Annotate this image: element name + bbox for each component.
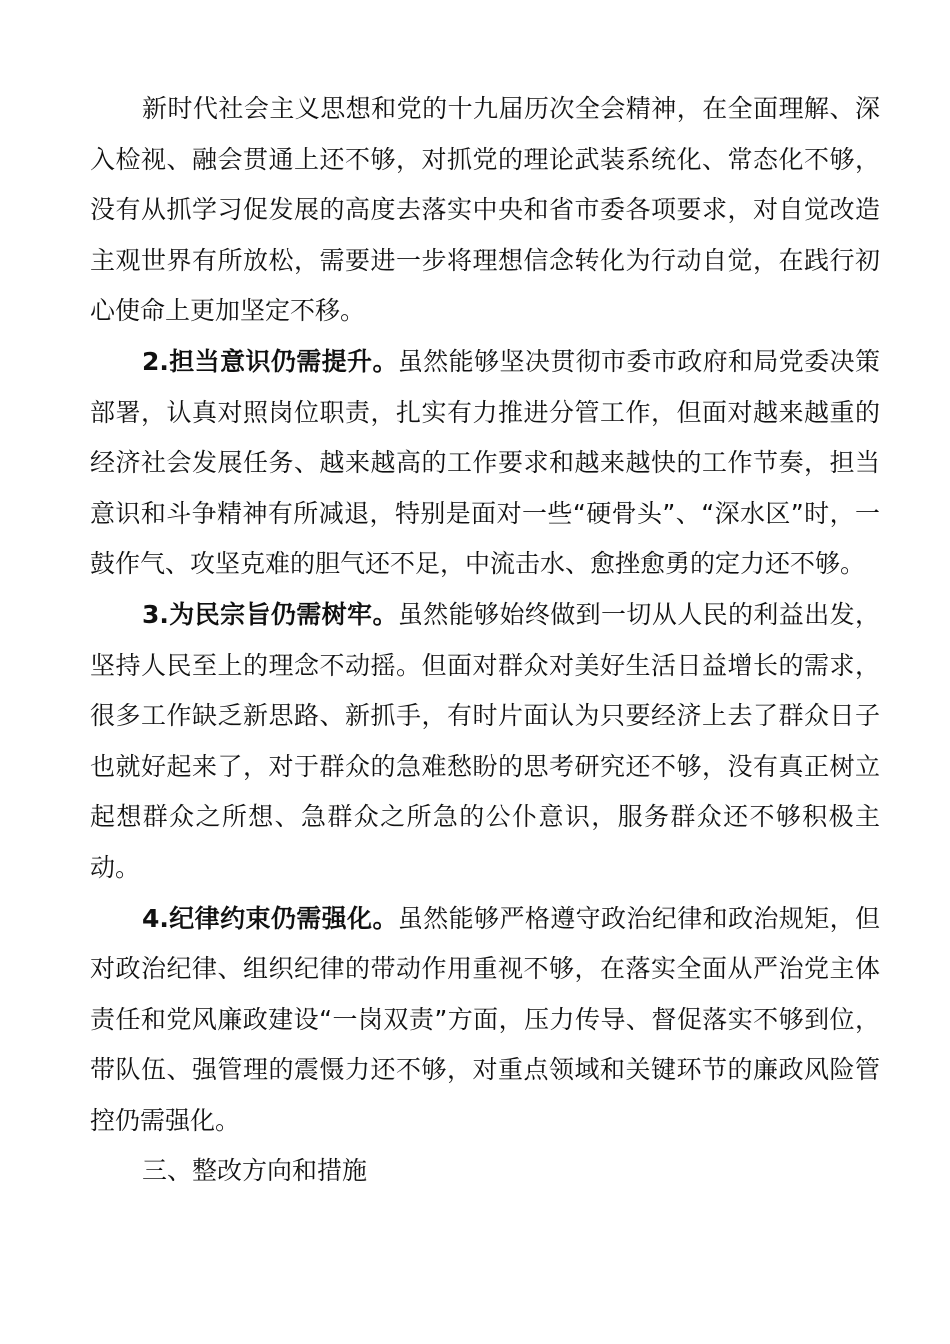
item-heading-3: 3.为民宗旨仍需树牢。 [142,599,398,629]
document-page [90,84,880,1197]
item-body-2: 虽然能够坚决贯彻市委市政府和局党委决策部署，认真对照岗位职责，扎实有力推进分管工作，但面对越来越重的经济社会发展任务、越来越高的工作要求和越来越快的工作节奏，担当意识和斗争精神有所减退，特别是面对一些“硬骨头”、“深水区”时，一鼓作气、攻坚克难的胆气还不足，中流击水、愈挫愈勇的定力还不够。 [90,346,880,579]
item-heading-2: 2.担当意识仍需提升。 [142,346,398,376]
item-body-4: 虽然能够严格遵守政治纪律和政治规矩，但对政治纪律、组织纪律的带动作用重视不够，在落实全面从严治党主体责任和党风廉政建设“一岗双责”方面，压力传导、督促落实不够到位，带队伍、强管理的震慑力还不够，对重点领域和关键环节的廉政风险管控仍需强化。 [90,903,880,1135]
item-paragraph-2 [90,337,880,590]
intro-paragraph: 新时代社会主义思想和党的十九届历次全会精神，在全面理解、深入检视、融会贯通上还不够，对抓党的理论武装系统化、常态化不够，没有从抓学习促发展的高度去落实中央和省市委各项要求，对自觉改造主观世界有所放松，需要进一步将理想信念转化为行动自觉，在践行初心使命上更加坚定不移。 [90,94,880,326]
item-body-3: 虽然能够始终做到一切从人民的利益出发，坚持人民至上的理念不动摇。但面对群众对美好生活日益增长的需求，很多工作缺乏新思路、新抓手，有时片面认为只要经济上去了群众日子也就好起来了，对于群众的急难愁盼的思考研究还不够，没有真正树立起想群众之所想、急群众之所急的公仆意识，服务群众还不够积极主动。 [90,599,880,882]
item-heading-4: 4.纪律约束仍需强化。 [142,903,398,933]
section-title: 三、整改方向和措施 [142,1156,368,1186]
item-paragraph-3 [90,590,880,894]
item-paragraph-4 [90,894,880,1147]
